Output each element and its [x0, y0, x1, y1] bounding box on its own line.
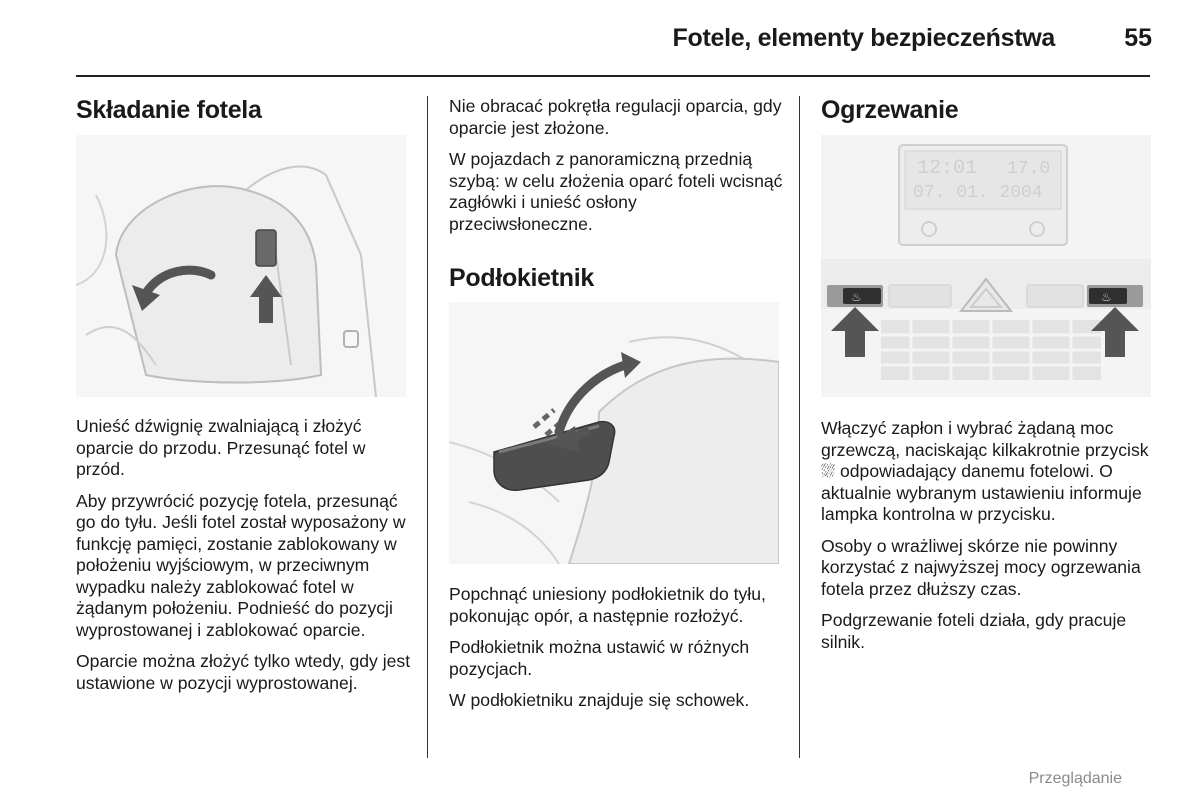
paragraph: W podłokietniku znajduje się schowek. — [449, 690, 750, 710]
column-divider-1 — [427, 96, 428, 758]
paragraph: Osoby o wrażliwej skórze nie powinny korzystać z najwyższej mocy ogrzewania fotela przez dłuższy czas. — [821, 535, 1141, 599]
paragraph: Oparcie można złożyć tylko wtedy, gdy jest ustawione w pozycji wyprostowanej. — [76, 651, 411, 693]
seat-heat-icon-left: ♨ — [851, 290, 862, 304]
display-temp: 17.0 — [1007, 159, 1051, 179]
section-ogrzewanie-text — [821, 418, 1153, 663]
paragraph: Nie obracać pokrętła regulacji oparcia, gdy oparcie jest złożone. — [449, 96, 782, 138]
section-podlokietnik — [449, 264, 783, 293]
paragraph: Podgrzewanie foteli działa, gdy pracuje silnik. — [821, 610, 1127, 652]
paragraph: Aby przywrócić pozycję fotela, przesunąć go do tyłu. Jeśli fotel został wyposażony w funkcję pamięci, zostanie zablokowany w położeniu wyjściowym, w przeciwnym wypadku należy zablokować fotel w żądanym położeniu. Podnieść do pozycji wyprostowanej i zablokować oparcie. — [76, 490, 406, 640]
section-ogrzewanie — [821, 96, 1151, 125]
section-heading: Podłokietnik — [449, 264, 595, 292]
paragraph: Unieść dźwignię zwalniającą i złożyć oparcie do przodu. Przesunąć fotel w przód. — [76, 416, 366, 479]
display-time: 12:01 — [917, 157, 978, 180]
seat-heat-icon-right: ♨ — [1101, 290, 1112, 304]
paragraph: Podłokietnik można ustawić w różnych pozycjach. — [449, 637, 750, 679]
paragraph: W pojazdach z panoramiczną przednią szybą: w celu złożenia oparć foteli wcisnąć zagłówki i unieść osłony przeciwsłoneczne. — [449, 149, 783, 234]
header-divider — [76, 75, 1150, 77]
seat-folding-illustration — [76, 135, 406, 397]
paragraph: Włączyć zapłon i wybrać żądaną moc grzewczą, naciskając kilkakrotnie przycisk ⛆ odpowiadający danemu fotelowi. O aktualnie wybranym ustawieniu informuje lampka kontrolna w przycisku. — [821, 418, 1149, 524]
section-podlokietnik-text — [449, 584, 783, 722]
section-heading: Ogrzewanie — [821, 96, 959, 124]
armrest-illustration — [449, 302, 779, 564]
section-col2-intro — [449, 96, 783, 245]
page-number: 55 — [1124, 24, 1152, 52]
display-date: 07. 01. 2004 — [913, 183, 1043, 203]
page-header-title: Fotele, elementy bezpieczeństwa — [672, 24, 1055, 52]
section-heading: Składanie fotela — [76, 96, 262, 124]
paragraph: Popchnąć uniesiony podłokietnik do tyłu, pokonując opór, a następnie rozłożyć. — [449, 584, 766, 626]
footer-watermark: Przeglądanie — [1028, 770, 1122, 787]
section-skladanie-fotela — [76, 96, 412, 125]
section-skladanie-fotela-text — [76, 416, 412, 704]
column-divider-2 — [799, 96, 800, 758]
seat-heating-illustration — [821, 135, 1151, 397]
